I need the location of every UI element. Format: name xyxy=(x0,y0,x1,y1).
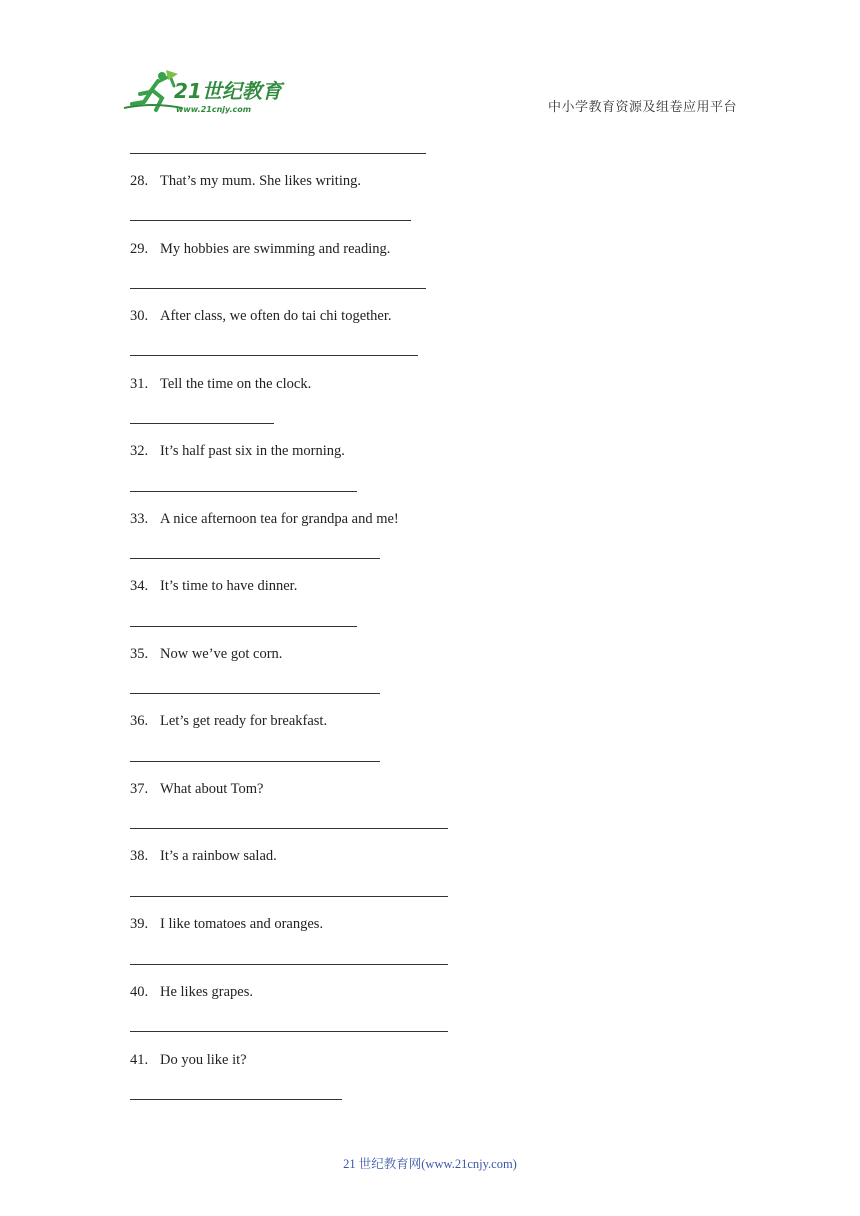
question-text: I like tomatoes and oranges. xyxy=(160,916,324,932)
question-number: 36. xyxy=(130,713,149,729)
answer-line xyxy=(130,1031,448,1032)
question-29 xyxy=(130,241,390,258)
question-39 xyxy=(130,916,323,933)
question-number: 28. xyxy=(130,173,149,189)
question-number: 35. xyxy=(130,646,149,662)
question-text: Tell the time on the clock. xyxy=(160,376,312,392)
question-text: It’s a rainbow salad. xyxy=(160,848,277,864)
question-number: 34. xyxy=(130,578,149,594)
question-30 xyxy=(130,308,392,325)
question-41 xyxy=(130,1052,247,1069)
question-text: He likes grapes. xyxy=(160,984,254,1000)
answer-line xyxy=(130,288,426,289)
answer-line xyxy=(130,558,380,559)
question-33 xyxy=(130,511,399,528)
question-number: 30. xyxy=(130,308,149,324)
answer-line xyxy=(130,220,411,221)
question-number: 40. xyxy=(130,984,149,1000)
question-number: 41. xyxy=(130,1052,149,1068)
question-number: 33. xyxy=(130,511,149,527)
question-text: Do you like it? xyxy=(160,1052,247,1068)
logo-url: www.21cnjy.com xyxy=(176,105,252,114)
question-31 xyxy=(130,376,311,393)
question-number: 29. xyxy=(130,241,149,257)
question-37 xyxy=(130,781,263,798)
question-number: 37. xyxy=(130,781,149,797)
question-34 xyxy=(130,578,297,595)
answer-line xyxy=(130,964,448,965)
question-40 xyxy=(130,984,253,1001)
question-text: What about Tom? xyxy=(160,781,264,797)
header-platform-name: 中小学教育资源及组卷应用平台 xyxy=(548,99,738,114)
answer-line xyxy=(130,761,380,762)
answer-line xyxy=(130,626,357,627)
site-logo xyxy=(122,68,292,116)
answer-line xyxy=(130,491,357,492)
page-footer: 21 世纪教育网(www.21cnjy.com) xyxy=(343,1157,517,1171)
question-text: It’s time to have dinner. xyxy=(160,578,298,594)
question-32 xyxy=(130,443,345,460)
logo-text: 21世纪教育 xyxy=(174,79,282,103)
answer-line xyxy=(130,693,380,694)
answer-line xyxy=(130,153,426,154)
question-36 xyxy=(130,713,327,730)
answer-line xyxy=(130,828,448,829)
question-35 xyxy=(130,646,282,663)
question-text: A nice afternoon tea for grandpa and me! xyxy=(160,511,399,527)
answer-line xyxy=(130,1099,342,1100)
answer-line xyxy=(130,423,274,424)
question-number: 32. xyxy=(130,443,149,459)
question-28 xyxy=(130,173,361,190)
question-38 xyxy=(130,848,277,865)
question-text: That’s my mum. She likes writing. xyxy=(160,173,361,189)
question-number: 31. xyxy=(130,376,149,392)
question-text: My hobbies are swimming and reading. xyxy=(160,241,391,257)
question-text: It’s half past six in the morning. xyxy=(160,443,345,459)
answer-line xyxy=(130,355,418,356)
question-number: 38. xyxy=(130,848,149,864)
question-number: 39. xyxy=(130,916,149,932)
question-text: Let’s get ready for breakfast. xyxy=(160,713,328,729)
answer-line xyxy=(130,896,448,897)
question-text: After class, we often do tai chi together. xyxy=(160,308,392,324)
question-text: Now we’ve got corn. xyxy=(160,646,283,662)
